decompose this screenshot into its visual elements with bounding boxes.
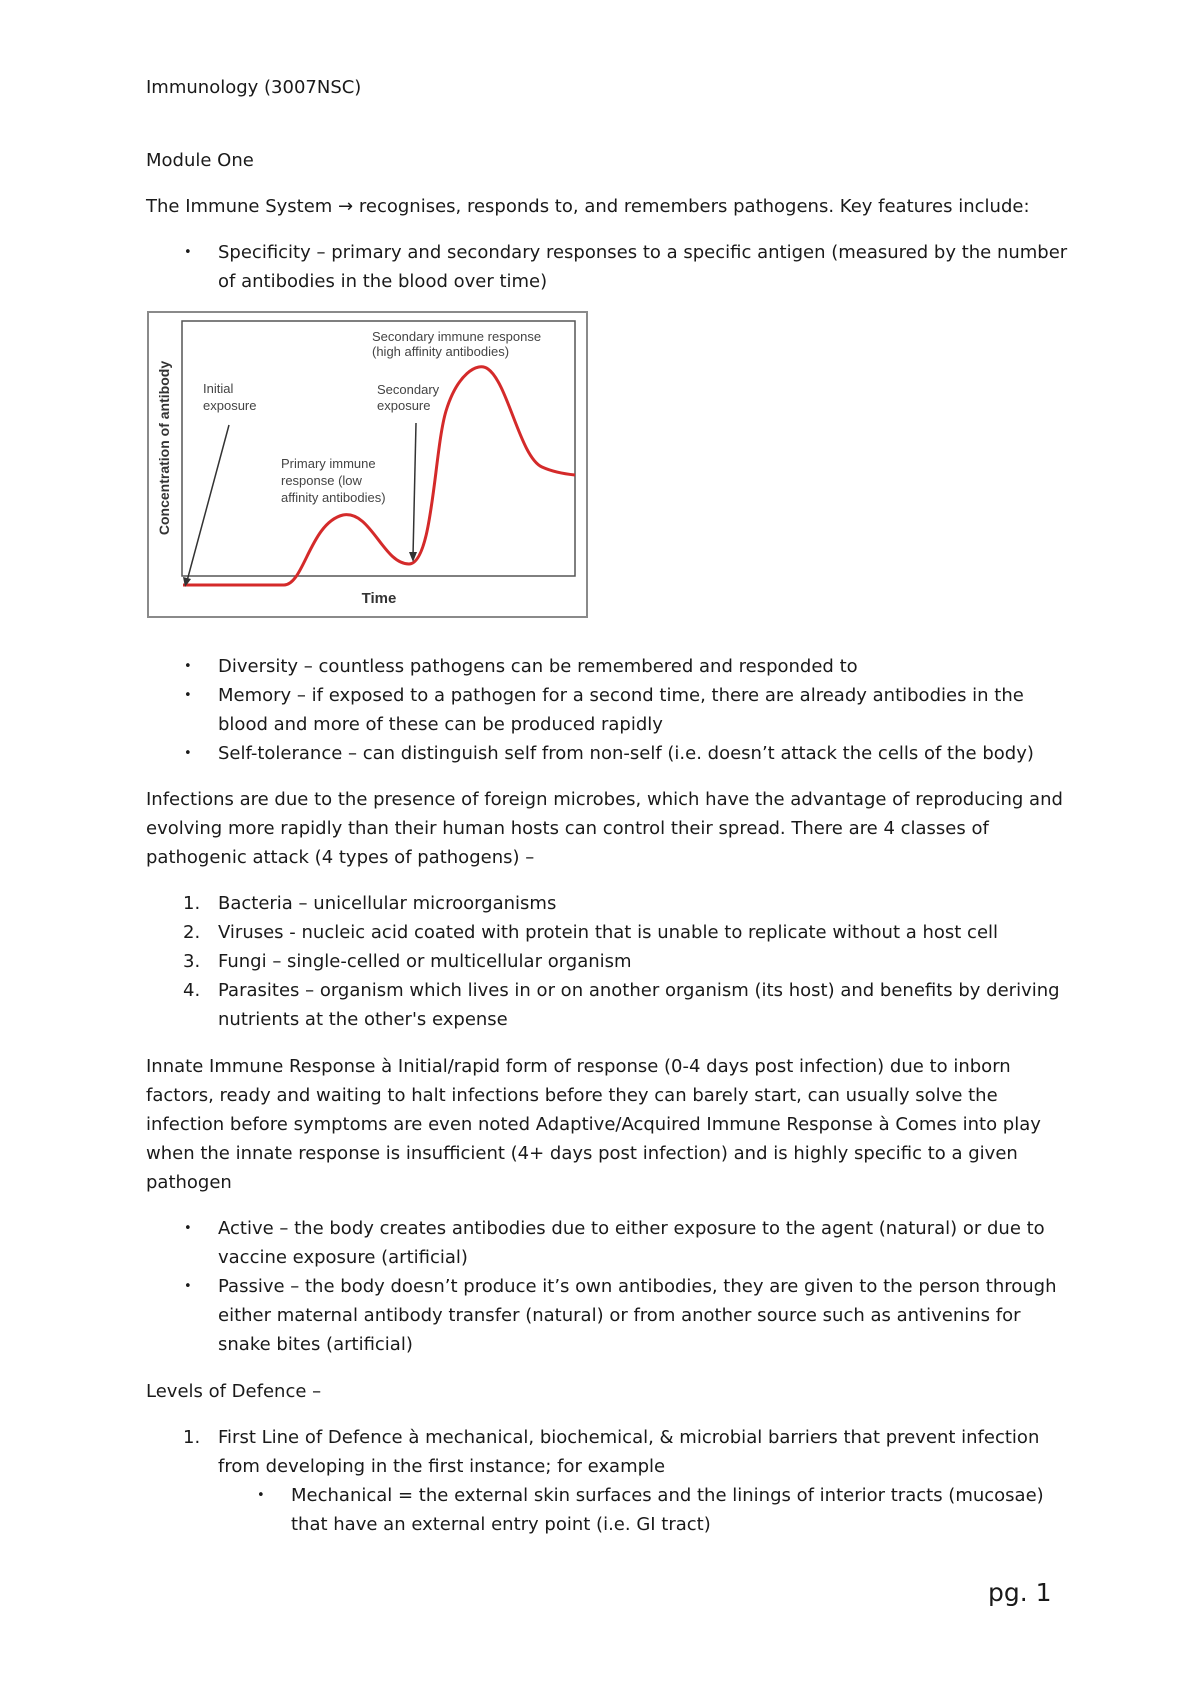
list-number: 3.	[183, 951, 201, 972]
annotation-secondary-exposure-line2: exposure	[377, 398, 431, 413]
annotation-primary-line2: response (low	[281, 473, 362, 488]
list-number: 4.	[183, 980, 201, 1001]
pathogen-parasites: Parasites – organism which lives in or on another organism (its host) and benefits by deriving nutrients at the other's expense	[218, 980, 1060, 1030]
bullet-icon: •	[184, 1221, 192, 1236]
antibody-response-diagram	[147, 311, 588, 618]
course-header: Immunology (3007NSC)	[146, 77, 362, 98]
intro-paragraph	[146, 192, 1076, 221]
infections-paragraph: Infections are due to the presence of foreign microbes, which have the advantage of reproducing and evolving more rapidly than their human hosts can control their spread. There are 4 classes of pathogenic attack (4 types of pathogens) –	[146, 789, 1063, 868]
list-number: 1.	[183, 893, 201, 914]
pathogen-fungi: Fungi – single-celled or multicellular organism	[218, 951, 632, 972]
levels-heading: Levels of Defence –	[146, 1381, 322, 1402]
pathogen-viruses: Viruses - nucleic acid coated with protein that is unable to replicate without a host cell	[218, 922, 999, 943]
intro-lead: The Immune System	[146, 196, 333, 217]
bullet-icon: •	[184, 659, 192, 674]
module-title: Module One	[146, 150, 254, 171]
level-first-line: First Line of Defence à mechanical, biochemical, & microbial barriers that prevent infection from developing in the first instance; for example	[218, 1427, 1040, 1477]
bullet-icon: •	[184, 746, 192, 761]
feature-specificity: Specificity – primary and secondary responses to a specific antigen (measured by the number of antibodies in the blood over time)	[218, 242, 1068, 292]
level-mechanical: Mechanical = the external skin surfaces and the linings of interior tracts (mucosae) that have an external entry point (i.e. GI tract)	[291, 1485, 1044, 1535]
bullet-icon: •	[184, 245, 192, 260]
pathogen-bacteria: Bacteria – unicellular microorganisms	[218, 893, 557, 914]
page-number: pg. 1	[988, 1578, 1052, 1607]
annotation-primary-line3: affinity antibodies)	[281, 490, 386, 505]
intro-rest: recognises, responds to, and remembers pathogens. Key features include:	[358, 196, 1030, 217]
immunity-active: Active – the body creates antibodies due to either exposure to the agent (natural) or due to vaccine exposure (artificial)	[218, 1218, 1045, 1268]
x-axis-label: Time	[361, 590, 397, 607]
y-axis-label: Concentration of antibody	[156, 360, 172, 536]
innate-paragraph: Innate Immune Response à Initial/rapid form of response (0-4 days post infection) due to inborn factors, ready and waiting to halt infections before they can barely start, can usually solve the infection before symptoms are even noted Adaptive/Acquired Immune Response à Comes into play when the innate response is insufficient (4+ days post infection) and is highly specific to a given pathogen	[146, 1056, 1041, 1193]
feature-self-tolerance: Self-tolerance – can distinguish self from non-self (i.e. doesn’t attack the cells of the body)	[218, 743, 1034, 764]
right-arrow-icon: →	[338, 196, 354, 217]
bullet-icon: •	[257, 1488, 265, 1503]
list-number: 1.	[183, 1427, 201, 1448]
annotation-secondary-response-line2: (high affinity antibodies)	[372, 344, 510, 359]
feature-memory: Memory – if exposed to a pathogen for a second time, there are already antibodies in the blood and more of these can be produced rapidly	[218, 685, 1024, 735]
bullet-icon: •	[184, 1279, 192, 1294]
immunity-passive: Passive – the body doesn’t produce it’s own antibodies, they are given to the person through either maternal antibody transfer (natural) or from another source such as antivenins for snake bites (artificial)	[218, 1276, 1057, 1355]
bullet-icon: •	[184, 688, 192, 703]
annotation-initial-line1: Initial	[203, 381, 234, 396]
annotation-initial-line2: exposure	[203, 398, 257, 413]
list-number: 2.	[183, 922, 201, 943]
annotation-secondary-exposure-line1: Secondary	[377, 382, 440, 397]
feature-diversity: Diversity – countless pathogens can be remembered and responded to	[218, 656, 858, 677]
annotation-secondary-response-line1: Secondary immune response	[372, 329, 542, 344]
annotation-primary-line1: Primary immune	[281, 456, 376, 471]
